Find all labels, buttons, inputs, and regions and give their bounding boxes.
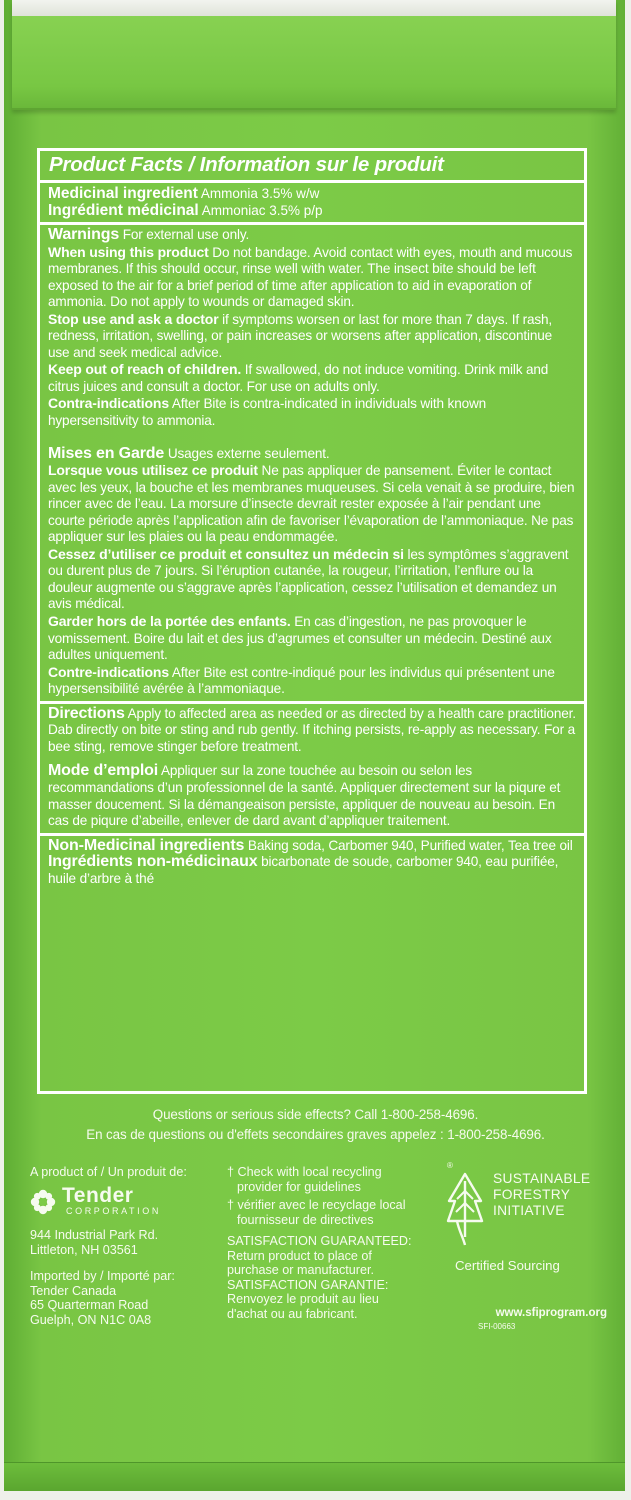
imported-by-label: Imported by / Importé par: (30, 1269, 175, 1283)
satisfaction-en-heading: SATISFACTION GUARANTEED: (227, 1234, 412, 1248)
address-line-1: 944 Industrial Park Rd. (30, 1228, 159, 1242)
contact-line-fr: En cas de questions ou d'effets secondaires graves appelez : 1-800-258-4696. (86, 1127, 545, 1142)
warnings-en-heading: Warnings (48, 226, 120, 243)
sfi-registered-mark: ® (447, 1161, 453, 1170)
top-flap (12, 0, 616, 110)
product-facts-panel (37, 148, 587, 1094)
tender-flower-icon (30, 1189, 56, 1215)
sfi-tree-icon (445, 1171, 485, 1249)
bottom-fold (4, 1462, 625, 1491)
sfi-column (445, 1161, 615, 1335)
product-of-label: A product of / Un produit de: (30, 1165, 187, 1179)
importer-address-2: Guelph, ON N1C 0A8 (30, 1312, 152, 1327)
medicinal-ingredient-section (40, 183, 584, 225)
flap-notch (12, 0, 616, 16)
importer-address-1: 65 Quarterman Road (30, 1298, 149, 1312)
sfi-code: SFI-00663 (478, 1322, 516, 1331)
warnings-fr-heading: Mises en Garde (48, 444, 165, 462)
nonmed-fr-label: Ingrédients non-médicinaux (48, 853, 258, 871)
sfi-name-2: FORESTRY (493, 1187, 571, 1202)
facts-title: Product Facts / Information sur le produit (40, 151, 584, 183)
medicinal-fr-label: Ingrédient médicinal (48, 202, 199, 219)
medicinal-en-label: Medicinal ingredient (48, 185, 198, 202)
manufacturer-column (30, 1165, 220, 1327)
satisfaction-fr-heading: SATISFACTION GARANTIE: (227, 1277, 389, 1292)
tender-logo (30, 1183, 220, 1219)
sfi-name-1: SUSTAINABLE (493, 1171, 591, 1186)
contact-line-en: Questions or serious side effects? Call 1-800-258-4696. (152, 1107, 479, 1122)
sfi-name-3: INITIATIVE (493, 1203, 565, 1218)
warnings-section: Warnings For external use only. When using this product Do not bandage. Avoid contact with eyes, mouth and mucous membranes. If this should occur, rinse well with water. The insect bite should be left exposed to the air for a brief period of time after application to aid in evaporation of ammonia. Do not apply to wounds or damaged skin. Stop use and ask a doctor if symptoms worsen or last for more than 7 days. If rash, redness, irritation, swelling, or pain increases or worsens after application, discontinue use and seek medical advice. Keep out of reach of children. If swallowed, do not induce vomiting. Drink milk and citrus juices and consult a doctor. For use on adults only. Contra-indications After Bite is contra-indicated in individuals with known hypersensitivity to ammonia. Mises en Garde Usages externe seulement. Lorsque vous utilisez ce produit Ne pas appliquer de pansement. Éviter le contact avec les yeux, la bouche et les membranes muqueuses. Si cela venait à se produire, bien rincer avec de l’eau. La morsure d’insecte devrait rester exposée à l’air pendant une courte période après l’application afin de favoriser l’évaporation de l’ammoniaque. Ne pas appliquer sur les plaies ou la peau endommagée. Cessez d’utiliser ce produit et consultez un médecin si les symptômes s’aggravent ou durent plus de 7 jours. Si l’éruption cutanée, la rougeur, l’irritation, l’enflure ou la douleur augmente ou s’aggrave après l’application, cessez l’utilisation et demandez un avis médical. Garder hors de la portée des enfants. En cas d’ingestion, ne pas provoquer le vomissement. Boire du lait et des jus d’agrumes et consulter un médecin. Destiné aux adultes uniquement. Contre-indications After Bite est contre-indiqué pour les individus qui présentent une hypersensibilité avérée à l’ammoniaque. (40, 225, 584, 704)
sfi-certified: Certified Sourcing (455, 1258, 560, 1273)
medicinal-en-value: Ammonia 3.5% w/w (197, 186, 320, 201)
importer-name: Tender Canada (30, 1283, 117, 1298)
medicinal-fr-value: Ammoniac 3.5% p/p (198, 203, 323, 218)
directions-en-label: Directions (48, 704, 125, 722)
logo-word: Tender (62, 1183, 134, 1207)
nonmed-en-label: Non-Medicinal ingredients (48, 836, 245, 854)
directions-section: Directions Apply to affected area as needed or as directed by a health care practitioner. Dab directly on bite or sting and rub gently. If itching persists, re-apply as necessary. For a bee sting, remove stinger before treatment. Mode d’emploi Appliquer sur la zone touchée au besoin ou selon les recommandations d’un professionnel de la santé. Appliquer directement sur la piqure et masser doucement. Si la démangeaison persiste, appliquer de nouveau au besoin. En cas de piqure d’abeille, enlever de dard avant d’appliquer traitement. (40, 704, 584, 836)
directions-fr-label: Mode d’emploi (48, 762, 159, 780)
address-line-2: Littleton, NH 03561 (30, 1242, 138, 1257)
nonmedicinal-section: Non-Medicinal ingredients Baking soda, Carbomer 940, Purified water, Tea tree oil Ingrédients non-médicinaux bicarbonate de soude, carbomer 940, eau purifiée, huile d’arbre à thé (48, 836, 573, 886)
package-footer (0, 1105, 631, 1331)
sfi-logo (445, 1161, 615, 1249)
recycling-column: † Check with local recycling provider for guidelines † vérifier avec le recyclage local fournisseur de directives SATISFACTION GUARANTEED: Return product to place of purchase or manufacturer. SATISFACTION GARANTIE: Renvoyez le produit au lieu d'achat ou au fabricant. (227, 1165, 437, 1321)
sfi-url: www.sfiprogram.org (495, 1306, 607, 1319)
logo-sub: CORPORATION (66, 1205, 161, 1216)
